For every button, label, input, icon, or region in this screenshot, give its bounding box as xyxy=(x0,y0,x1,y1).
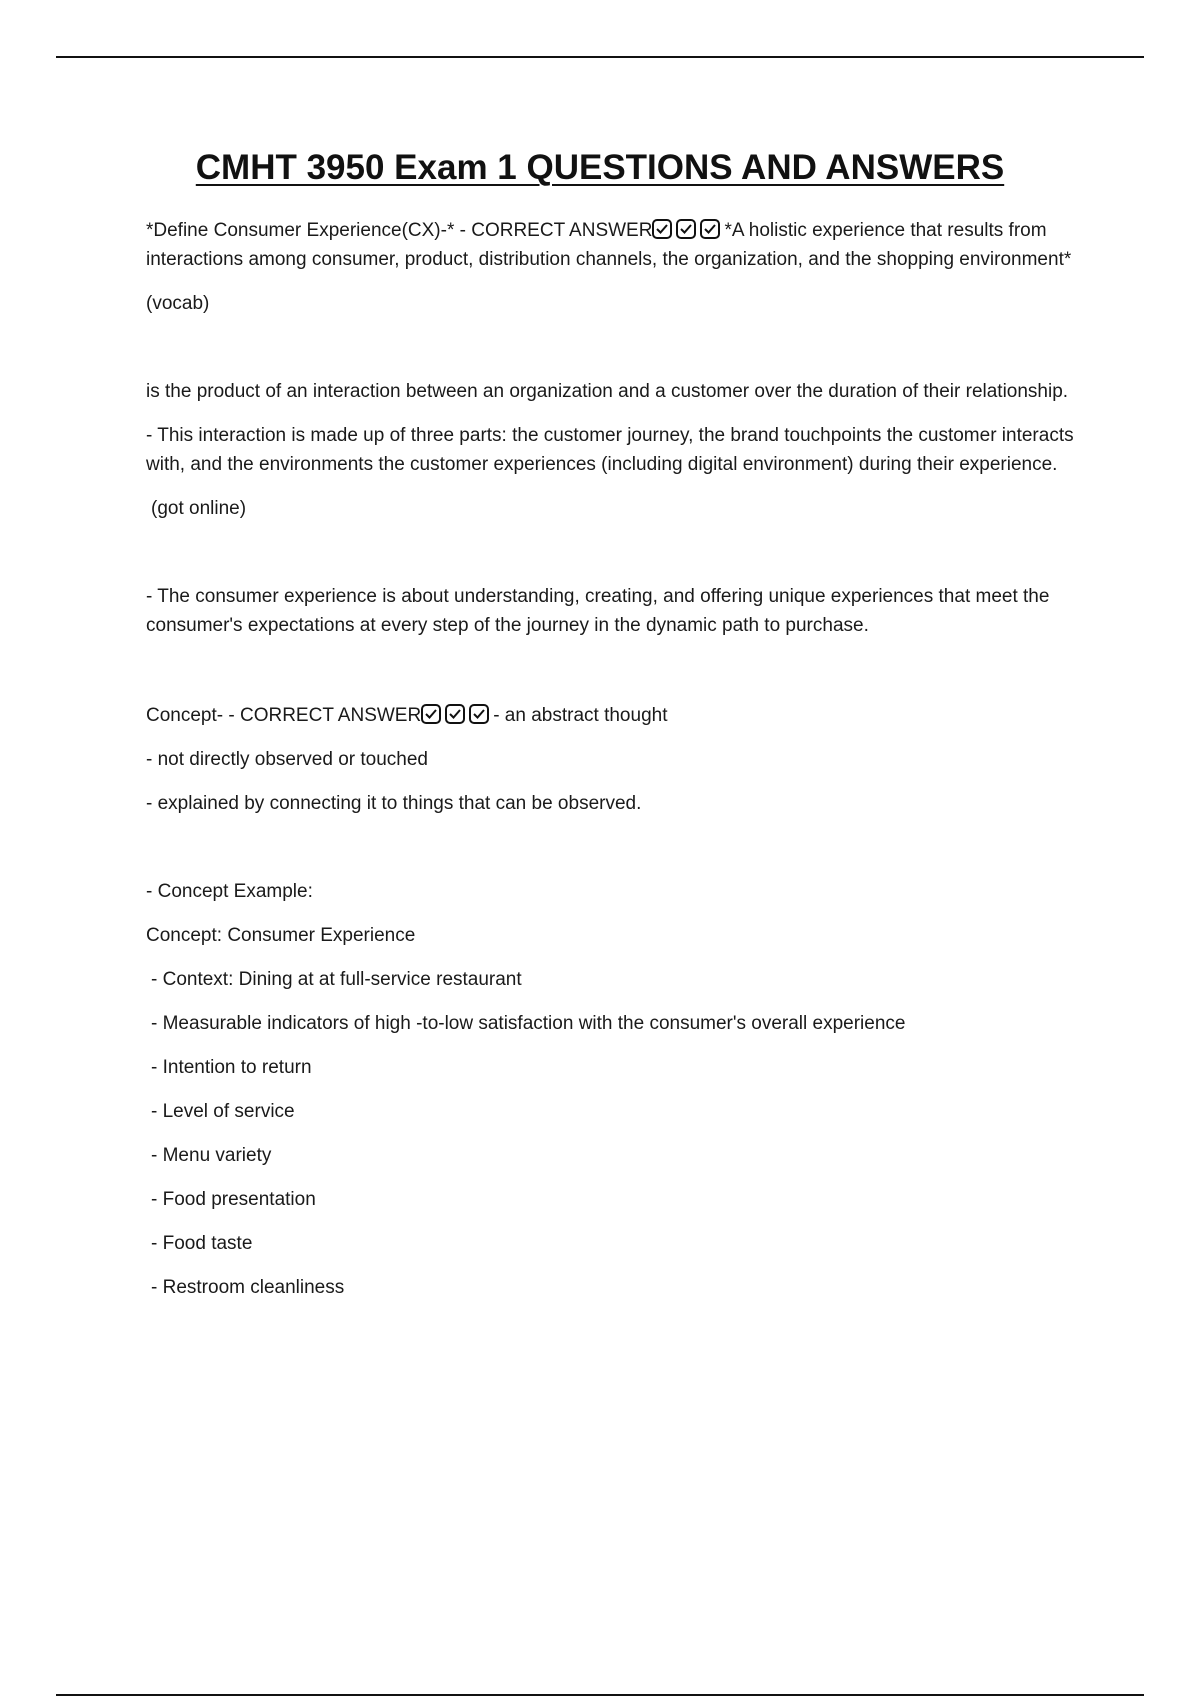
concept-line: Concept: Consumer Experience xyxy=(146,925,416,946)
top-rule xyxy=(56,56,1144,58)
list-item: - Context: Dining at at full-service restaurant xyxy=(151,969,522,990)
answer-line: - explained by connecting it to things that can be observed. xyxy=(146,793,642,814)
check-box-icon xyxy=(700,219,720,239)
question-1-answer: *A holistic experience that results from interactions among consumer, product, distribution channels, the organization, and the shopping environment* xyxy=(146,220,1072,270)
check-box-icon xyxy=(469,704,489,724)
question-2-prompt: Concept- - CORRECT ANSWER xyxy=(146,705,422,726)
check-box-icon xyxy=(421,704,441,724)
check-box-icon xyxy=(445,704,465,724)
list-item: - Food taste xyxy=(151,1233,253,1254)
question-2-answer: - an abstract thought xyxy=(493,705,668,726)
example-heading: - Concept Example: xyxy=(146,881,313,902)
answer-paragraph: - This interaction is made up of three parts: the customer journey, the brand touchpoints the customer interacts with, and the environments the customer experiences (including digital environment) during their experience. xyxy=(146,425,1074,475)
question-1-prompt: *Define Consumer Experience(CX)-* - CORRECT ANSWER xyxy=(146,220,653,241)
question-2 xyxy=(146,701,1086,730)
list-item: - Food presentation xyxy=(151,1189,316,1210)
document-title: CMHT 3950 Exam 1 QUESTIONS AND ANSWERS xyxy=(195,148,1005,187)
note-vocab: (vocab) xyxy=(146,293,210,314)
answer-paragraph: - The consumer experience is about understanding, creating, and offering unique experiences that meet the consumer's expectations at every step of the journey in the dynamic path to purchase. xyxy=(146,586,1050,636)
list-item: - Menu variety xyxy=(151,1145,272,1166)
note-online: (got online) xyxy=(151,498,247,519)
check-box-icon xyxy=(676,219,696,239)
spacer xyxy=(146,538,1086,582)
question-1 xyxy=(146,216,1086,274)
spacer xyxy=(146,333,1086,377)
answer-paragraph: is the product of an interaction between an organization and a customer over the duration of their relationship. xyxy=(146,381,1069,402)
answer-line: - not directly observed or touched xyxy=(146,749,428,770)
document-body xyxy=(146,216,1086,1317)
list-item: - Measurable indicators of high -to-low satisfaction with the consumer's overall experience xyxy=(151,1013,906,1034)
check-box-icon xyxy=(652,219,672,239)
list-item: - Restroom cleanliness xyxy=(151,1277,345,1298)
spacer xyxy=(146,655,1086,701)
list-item: - Intention to return xyxy=(151,1057,312,1078)
list-item: - Level of service xyxy=(151,1101,295,1122)
bottom-rule xyxy=(56,1694,1144,1696)
spacer xyxy=(146,833,1086,877)
